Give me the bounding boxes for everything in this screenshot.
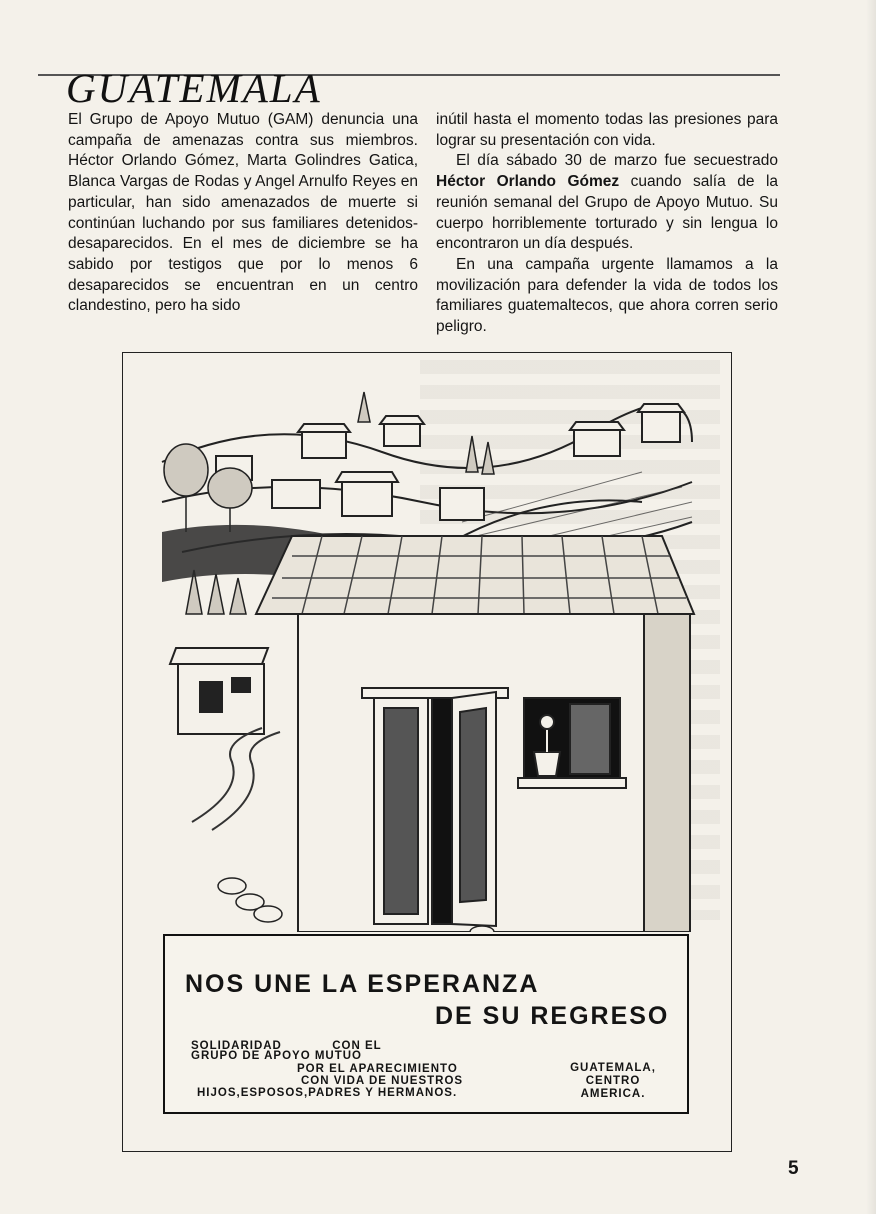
banner-headline-line-1: NOS UNE LA ESPERANZA xyxy=(185,970,540,998)
article-title: GUATEMALA xyxy=(66,65,322,111)
right-paragraph-2-end: cuando salía de la reunión semanal del Grupo de Apoyo Mutuo. Su cuerpo horriblemente torturado y sin lengua lo encontraron un día después. xyxy=(436,173,779,253)
flower-pot-window-icon xyxy=(518,698,626,788)
banner-headline-line-2: DE SU REGRESO xyxy=(435,1002,670,1030)
banner-location-line-2: CENTRO xyxy=(585,1075,641,1087)
banner-signature-line-5: HIJOS,ESPOSOS,PADRES Y HERMANOS. xyxy=(197,1087,458,1099)
solidarity-banner xyxy=(163,934,689,1114)
right-paragraph-2 xyxy=(436,151,778,255)
banner-signature-line-2: GRUPO DE APOYO MUTUO xyxy=(191,1050,362,1062)
tile-roof-icon xyxy=(256,536,694,614)
right-paragraph-3: En una campaña urgente llamamos a la movilización para defender la vida de todos los familiares guatemaltecos, que ahora corren serio peligro. xyxy=(436,255,778,336)
banner-signature-line-1: SOLIDARIDAD CON EL xyxy=(191,1040,382,1052)
page-number: 5 xyxy=(788,1158,799,1179)
right-paragraph-1: inútil hasta el momento todas las presiones para lograr su presentación con vida. xyxy=(436,111,778,149)
page-edge-shadow xyxy=(866,0,876,1214)
village-house-illustration xyxy=(122,352,730,932)
banner-location-line-1: GUATEMALA, xyxy=(570,1062,656,1074)
victim-name: Héctor Orlando Gómez xyxy=(436,173,620,191)
left-column-text: El Grupo de Apoyo Mutuo (GAM) denuncia una campaña de amenazas contra sus miembros. Héctor Orlando Gómez, Marta Golindres Gatica, Blanca Vargas de Rodas y Angel Arnulfo Reyes en particular, han sido amenazados de muerte si continúan luchando por sus familiares detenidos-desaparecidos. En el mes de diciembre se ha sabido por testigos que por lo menos 6 desaparecidos se encuentran en un centro clandestino, pero ha sido xyxy=(68,111,418,315)
banner-location-line-3: AMERICA. xyxy=(580,1088,646,1100)
right-column xyxy=(436,110,778,338)
right-paragraph-2-start: El día sábado 30 de marzo fue secuestrado xyxy=(456,152,778,170)
distant-houses-icon xyxy=(216,404,684,520)
left-column xyxy=(68,110,418,317)
open-door-icon xyxy=(362,688,508,926)
banner-signature-line-3: POR EL APARECIMIENTO xyxy=(297,1063,458,1075)
small-house-icon xyxy=(170,648,268,734)
banner-signature-line-4: CON VIDA DE NUESTROS xyxy=(301,1075,464,1087)
